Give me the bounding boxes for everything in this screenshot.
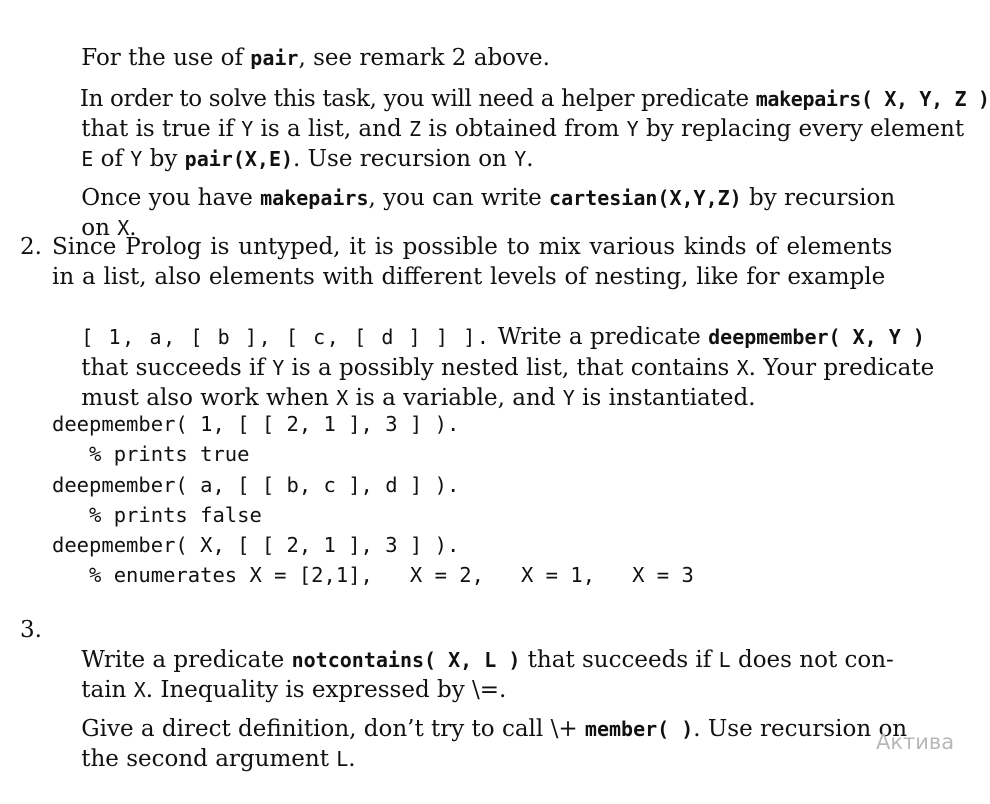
item3-line4: the second argument L. xyxy=(81,746,356,772)
para2-line2: that is true if Y is a list, and Z is obtained from Y by replacing every element xyxy=(81,116,965,142)
para1-line1: For the use of pair, see remark 2 above. xyxy=(81,45,550,71)
para2-line1: In order to solve this task, you will need a helper predicate makepairs( X, Y, Z ) xyxy=(79,86,990,112)
code-line-4: % prints false xyxy=(52,503,262,527)
item3-line1: Write a predicate notcontains( X, L ) that succeeds if L does not con- xyxy=(81,647,894,673)
item-number-3: 3. xyxy=(20,617,42,643)
para2-line3: E of Y by pair(X,E). Use recursion on Y. xyxy=(81,146,534,172)
code-line-2: % prints true xyxy=(52,442,250,466)
item2-line1: Since Prolog is untyped, it is possible to mix various kinds of elements xyxy=(52,234,893,260)
para3-line1: Once you have makepairs, you can write cartesian(X,Y,Z) by recursion xyxy=(81,185,896,211)
para3-line2: on X. xyxy=(81,215,137,241)
item2-line5: must also work when X is a variable, and Y is instantiated. xyxy=(81,385,756,411)
item3-line2: tain X. Inequality is expressed by \=. xyxy=(81,677,507,703)
activation-watermark: Актива xyxy=(876,730,955,754)
item2-line4: that succeeds if Y is a possibly nested list, that contains X. Your predicate xyxy=(81,355,935,381)
code-line-6: % enumerates X = [2,1], X = 2, X = 1, X = 3 xyxy=(52,563,694,587)
code-line-3: deepmember( a, [ [ b, c ], d ] ). xyxy=(52,473,460,497)
item2-line2: in a list, also elements with different levels of nesting, like for example xyxy=(52,264,886,290)
code-line-5: deepmember( X, [ [ 2, 1 ], 3 ] ). xyxy=(52,533,460,557)
item-number-2: 2. xyxy=(20,234,42,260)
item3-line3: Give a direct definition, don’t try to call \+ member( ). Use recursion on xyxy=(81,716,908,742)
code-line-1: deepmember( 1, [ [ 2, 1 ], 3 ] ). xyxy=(52,412,460,436)
item2-line3: [ 1, a, [ b ], [ c, [ d ] ] ]. Write a predicate deepmember( X, Y ) xyxy=(81,324,925,350)
